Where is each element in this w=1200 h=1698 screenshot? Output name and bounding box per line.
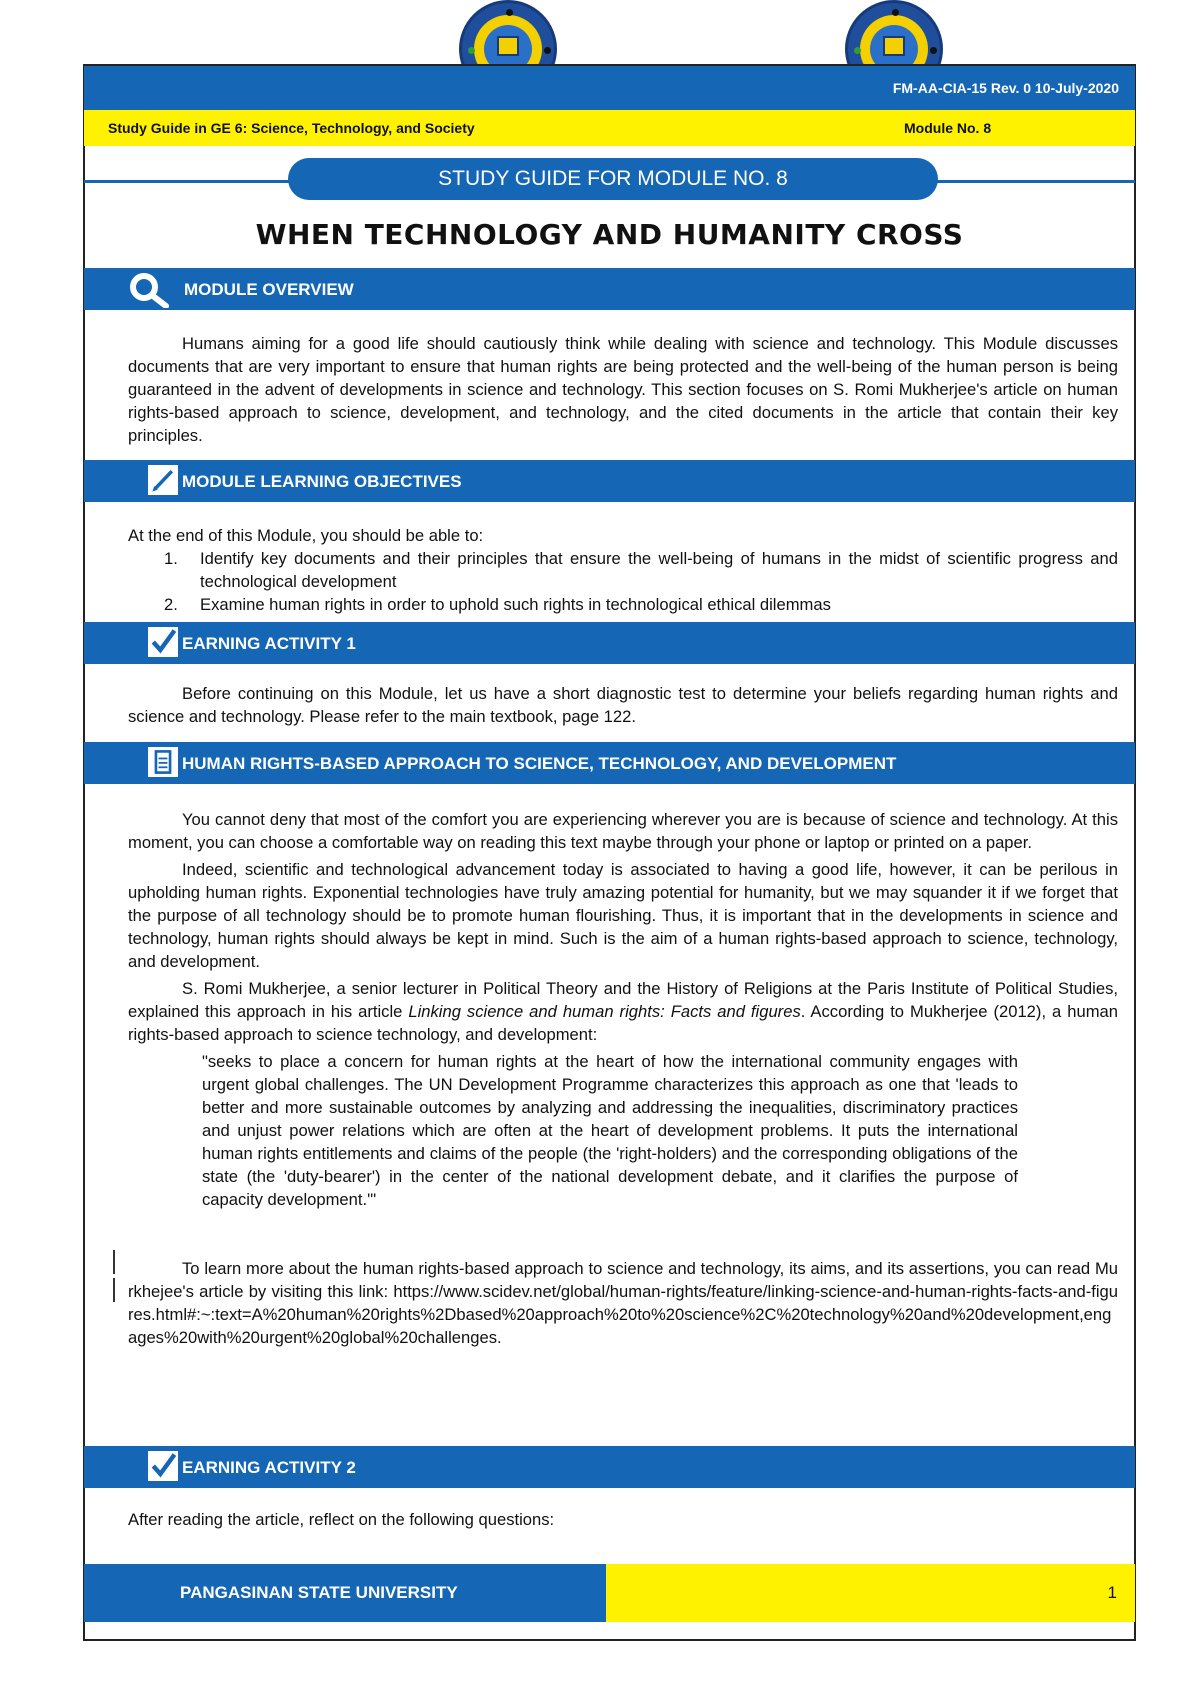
activity-1-text: Before continuing on this Module, let us have a short diagnostic test to determine your beliefs regarding human rights and science and technology. Please refer to the main textbook, page 122. bbox=[128, 684, 1118, 726]
section-header-overview bbox=[84, 268, 1135, 310]
approach-paragraph-3: S. Romi Mukherjee, a senior lecturer in Political Theory and the History of Religions at the Paris Institute of Political Studies, explained this approach in his article Linking science and human rights: Facts and figures. According to Mukherjee (2012), a human rights-based approach to science technology, and development: bbox=[128, 979, 1118, 1044]
section-title-overview: MODULE OVERVIEW bbox=[184, 280, 354, 299]
activity-2-text: After reading the article, reflect on the following questions: bbox=[128, 1510, 555, 1529]
checkbox-icon bbox=[146, 1449, 180, 1483]
article-title: Linking science and human rights: Facts and figures bbox=[408, 1002, 801, 1021]
course-bar bbox=[84, 110, 1135, 146]
section-title-approach: HUMAN RIGHTS-BASED APPROACH TO SCIENCE, TECHNOLOGY, AND DEVELOPMENT bbox=[182, 754, 897, 773]
section-title-activity-1: EARNING ACTIVITY 1 bbox=[182, 634, 356, 653]
header-bar bbox=[84, 66, 1135, 110]
checkbox-icon bbox=[146, 625, 180, 659]
page-title: WHEN TECHNOLOGY AND HUMANITY CROSS bbox=[255, 218, 964, 251]
list-item: 1. Identify key documents and their principles that ensure the well-being of humans in the midst of scientific progress and technological development bbox=[164, 549, 1118, 591]
section-title-objectives: MODULE LEARNING OBJECTIVES bbox=[182, 472, 462, 491]
text-cursor bbox=[113, 1278, 115, 1302]
objectives-text: At the end of this Module, you should be able to: 1. Identify key documents and their principles that ensure the well-being of humans in the midst of scientific progress and technological development 2. Examine human rights in order to uphold such rights in technological ethical dilemmas bbox=[128, 526, 1118, 614]
course-title: Study Guide in GE 6: Science, Technology, and Society bbox=[108, 120, 475, 136]
overview-text: Humans aiming for a good life should cautiously think while dealing with science and technology. This Module discusses documents that are very important to ensure that human rights are being protected and the well-being of the human person is being guaranteed in the advent of developments in science and technology. This section focuses on S. Romi Mukherjee's article on human rights-based approach to science, development, and technology, and the cited documents in the article that contain their key principles. bbox=[128, 334, 1118, 445]
approach-text: You cannot deny that most of the comfort you are experiencing wherever you are is because of science and technology. At this moment, you can choose a comfortable way on reading this text maybe through your phone or laptop or printed on a paper. Indeed, scientific and technological advancement today is associated to having a good life, however, it can be perilous in upholding human rights. Exponential technologies have truly amazing potential for humanity, but we may squander it if we forget that the purpose of all technology should be to promote human flourishing. Thus, it is important that in the developments in science and technology, human rights should always be kept in mind. Such is the aim of a human rights-based approach to science, technology, and development. S. Romi Mukherjee, a senior lecturer in Political Theory and the History of Religions at the Paris Institute of Political Studies, explained this approach in his article Linking science and human rights: Facts and figures. According to Mukherjee (2012), a human rights-based approach to science technology, and development: "seeks to place a concern for human rights at the heart of how the international community engages with urgent global challenges. The UN Development Programme characterizes this approach as one that 'leads to better and more sustainable outcomes by analyzing and addressing the inequalities, discriminatory practices and unjust power relations which are often at the heart of development problems. It puts the international human rights entitlements and claims of the people (the 'right-holders) and the corresponding obligations of the state (the 'duty-bearer') in the center of the national development debate, and it clarifies the purpose of capacity development.'" To learn more about the human rights-based approach to science and technology, its aims, and its assertions, you can read Murkhejee's article by visiting this link: https://www.scidev.net/global/human-rights/feature/linking-science-and-human-rights-facts-and-figures.html#:~:text=A%20human%20rights%2Dbased%20approach%20to%20science%2C%20technology%20and%20development,engages%20with%20urgent%20global%20challenges. bbox=[128, 810, 1118, 1347]
page-number: 1 bbox=[1107, 1583, 1117, 1602]
footer-page-bar bbox=[606, 1564, 1135, 1622]
text-cursor bbox=[113, 1250, 115, 1274]
document-icon bbox=[146, 745, 180, 779]
magnifier-icon bbox=[126, 270, 170, 308]
section-header-activity-1 bbox=[84, 622, 1135, 664]
university-name: PANGASINAN STATE UNIVERSITY bbox=[180, 1583, 458, 1602]
section-header-activity-2 bbox=[84, 1446, 1135, 1488]
section-header-objectives bbox=[84, 460, 1135, 502]
study-guide-banner: STUDY GUIDE FOR MODULE NO. 8 bbox=[288, 158, 938, 200]
list-item: 2. Examine human rights in order to uphold such rights in technological ethical dilemmas bbox=[164, 595, 831, 614]
objectives-list bbox=[128, 547, 1118, 616]
article-link-paragraph: To learn more about the human rights-based approach to science and technology, its aims, and its assertions, you can read Murkhejee's article by visiting this link: https://www.scidev.net/global/human-rights/feature/linking-science-and-human-rights-facts-and-figures.html#:~:text=A%20human%20rights%2Dbased%20approach%20to%20science%2C%20technology%20and%20development,engages%20with%20urgent%20global%20challenges. bbox=[128, 1259, 1118, 1347]
pencil-icon bbox=[146, 463, 180, 497]
block-quote: "seeks to place a concern for human rights at the heart of how the international community engages with urgent global challenges. The UN Development Programme characterizes this approach as one that 'leads to better and more sustainable outcomes by analyzing and addressing the inequalities, discriminatory practices and unjust power relations which are often at the heart of development problems. It puts the international human rights entitlements and claims of the people (the 'right-holders) and the corresponding obligations of the state (the 'duty-bearer') in the center of the national development debate, and it clarifies the purpose of capacity development.'" bbox=[202, 1052, 1018, 1209]
footer-university-bar bbox=[84, 1564, 606, 1622]
form-code: FM-AA-CIA-15 Rev. 0 10-July-2020 bbox=[892, 80, 1119, 96]
module-number: Module No. 8 bbox=[904, 120, 992, 136]
section-header-approach bbox=[84, 742, 1135, 784]
section-title-activity-2: EARNING ACTIVITY 2 bbox=[182, 1458, 356, 1477]
